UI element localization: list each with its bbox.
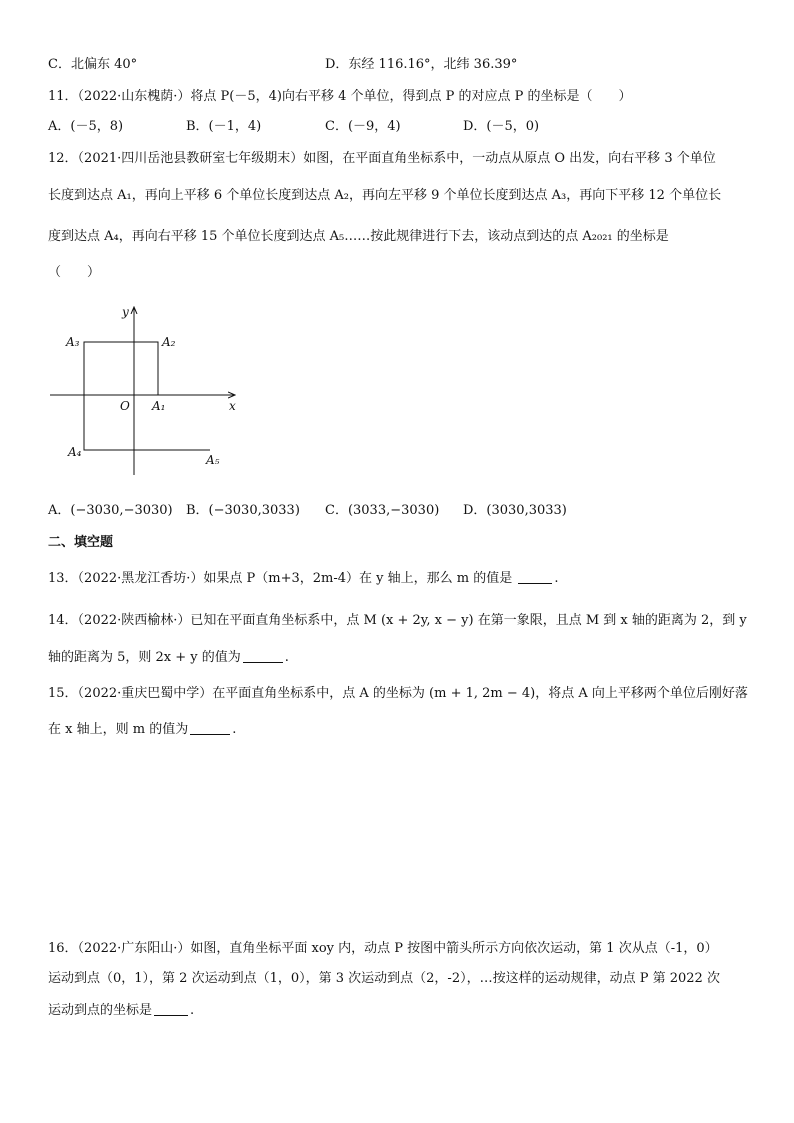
q11-stem: 11．（2022·山东槐荫·）将点 P(－5，4)向右平移 4 个单位，得到点 P 的对应点 P 的坐标是（ ） <box>48 89 632 104</box>
q13-stem <box>48 570 559 588</box>
q12-option-c: C．(3033,−3030) <box>325 503 440 518</box>
q16-stem-line1: 16．（2022·广东阳山·）如图，直角坐标平面 xoy 内，动点 P 按图中箭头所示方向依次运动，第 1 次从点（-1，0） <box>48 941 718 956</box>
q13-end: . <box>554 571 559 586</box>
q12-option-b: B．(−3030,3033) <box>186 503 300 518</box>
q16-answer-blank[interactable] <box>154 1003 188 1016</box>
q15-answer-blank[interactable] <box>190 722 230 735</box>
q14-end: . <box>284 650 289 665</box>
q15-stem-line1: 15．（2022·重庆巴蜀中学）在平面直角坐标系中，点 A 的坐标为 (m + 1, 2m − 4)，将点 A 向上平移两个单位后刚好落 <box>48 686 748 701</box>
q11-option-b: B．(－1，4) <box>186 119 262 134</box>
q14-stem-line2 <box>48 649 289 667</box>
q14-answer-blank[interactable] <box>243 650 283 663</box>
q11-option-d: D．(－5，0) <box>463 119 540 134</box>
spiral-path <box>84 342 210 450</box>
y-axis-label: y <box>122 305 129 319</box>
q10-option-d: D．东经 116.16°，北纬 36.39° <box>325 57 518 72</box>
q16-text-line3: 运动到点的坐标是 <box>48 1003 153 1018</box>
q16-stem-line2: 运动到点（0，1），第 2 次运动到点（1，0），第 3 次运动到点（2，-2），…按这样的运动规律，动点 P 第 2022 次 <box>48 971 720 986</box>
point-a1-label: A₁ <box>152 399 166 413</box>
q15-end: . <box>232 722 237 737</box>
q12-stem-line3: 度到达点 A₄，再向右平移 15 个单位长度到达点 A₅……按此规律进行下去，该动点到达的点 A₂₀₂₁ 的坐标是 <box>48 229 669 244</box>
q11-option-a: A．(－5，8) <box>48 119 124 134</box>
q13-text: 13．（2022·黑龙江香坊·）如果点 P（m+3，2m-4）在 y 轴上，那么 m 的值是 <box>48 571 513 586</box>
q16-end: . <box>190 1003 195 1018</box>
point-a2-label: A₂ <box>162 335 176 349</box>
q15-stem-line2 <box>48 721 236 739</box>
q15-text-line2: 在 x 轴上，则 m 的值为 <box>48 722 189 737</box>
origin-label: O <box>120 399 130 413</box>
q12-option-d: D．(3030,3033) <box>463 503 567 518</box>
q13-answer-blank[interactable] <box>518 571 552 584</box>
q12-stem-line2: 长度到达点 A₁，再向上平移 6 个单位长度到达点 A₂，再向左平移 9 个单位长度到达点 A₃，再向下平移 12 个单位长 <box>48 188 722 203</box>
point-a4-label: A₄ <box>68 445 82 459</box>
q12-option-a: A．(−3030,−3030) <box>48 503 173 518</box>
q14-text-line2: 轴的距离为 5，则 2x + y 的值为 <box>48 650 241 665</box>
q12-stem-line1: 12．（2021·四川岳池县教研室七年级期末）如图，在平面直角坐标系中，一动点从原点 O 出发，向右平移 3 个单位 <box>48 151 716 166</box>
section-title-fill-blank: 二、填空题 <box>48 535 114 550</box>
q12-coordinate-figure <box>44 300 244 475</box>
x-axis-label: x <box>229 399 236 413</box>
q10-option-c: C．北偏东 40° <box>48 57 138 72</box>
q14-stem-line1: 14．（2022·陕西榆林·）已知在平面直角坐标系中，点 M (x + 2y, x − y) 在第一象限，且点 M 到 x 轴的距离为 2，到 y <box>48 613 747 628</box>
point-a5-label: A₅ <box>206 453 220 467</box>
point-a3-label: A₃ <box>66 335 80 349</box>
q16-stem-line3 <box>48 1002 194 1020</box>
q11-option-c: C．(－9，4) <box>325 119 401 134</box>
q12-stem-line4: （ ） <box>48 265 101 280</box>
